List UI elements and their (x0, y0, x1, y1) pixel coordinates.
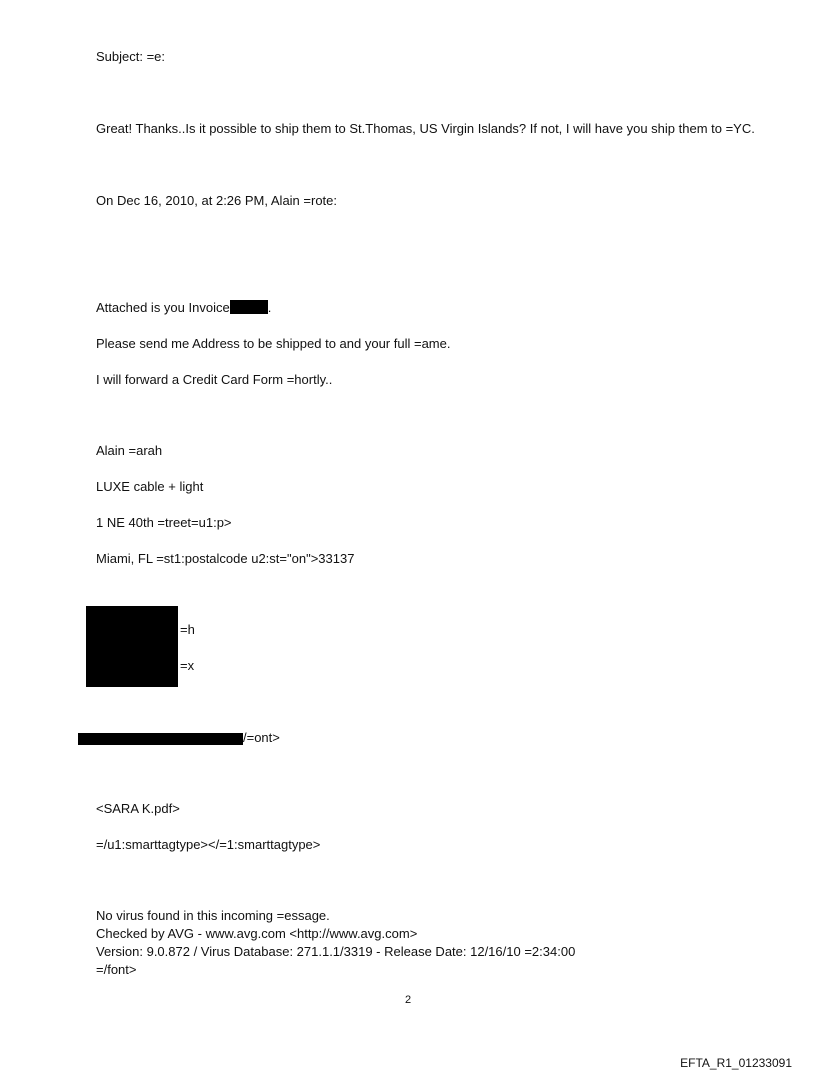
attached-invoice-line (96, 299, 271, 317)
page-number: 2 (404, 994, 412, 1006)
smarttag-line: =/u1:smarttagtype></=1:smarttagtype> (96, 837, 321, 852)
attached-suffix: . (267, 300, 272, 315)
attachment-name: <SARA K.pdf> (96, 801, 180, 816)
signature-phone-h: =h (180, 622, 195, 637)
reply-body: Great! Thanks..Is it possible to ship them to St.Thomas, US Virgin Islands? If not, I will have you ship them to =YC. (96, 121, 755, 136)
redaction-block (78, 733, 243, 745)
email-subject: Subject: =e: (96, 49, 166, 64)
document-id: EFTA_R1_01233091 (680, 1056, 792, 1070)
avg-line-3: Version: 9.0.872 / Virus Database: 271.1.1/3319 - Release Date: 12/16/10 =2:34:00 (96, 944, 576, 959)
signature-phone-x: =x (180, 658, 195, 673)
forward-form-line: I will forward a Credit Card Form =hortly.. (96, 372, 333, 387)
signature-email-tail: /=ont> (243, 730, 280, 745)
avg-line-4: =/font> (96, 962, 137, 977)
avg-line-2: Checked by AVG - www.avg.com <http://www.avg.com> (96, 926, 418, 941)
redaction-block (230, 300, 268, 314)
signature-name: Alain =arah (96, 443, 163, 458)
signature-company: LUXE cable + light (96, 479, 204, 494)
please-send-line: Please send me Address to be shipped to and your full =ame. (96, 336, 451, 351)
avg-line-1: No virus found in this incoming =essage. (96, 908, 330, 923)
signature-street: 1 NE 40th =treet=u1:p> (96, 515, 232, 530)
redaction-block (86, 606, 178, 687)
attached-prefix: Attached is you Invoice (96, 300, 230, 315)
quote-header: On Dec 16, 2010, at 2:26 PM, Alain =rote: (96, 193, 338, 208)
signature-city: Miami, FL =st1:postalcode u2:st="on">33137 (96, 551, 355, 566)
